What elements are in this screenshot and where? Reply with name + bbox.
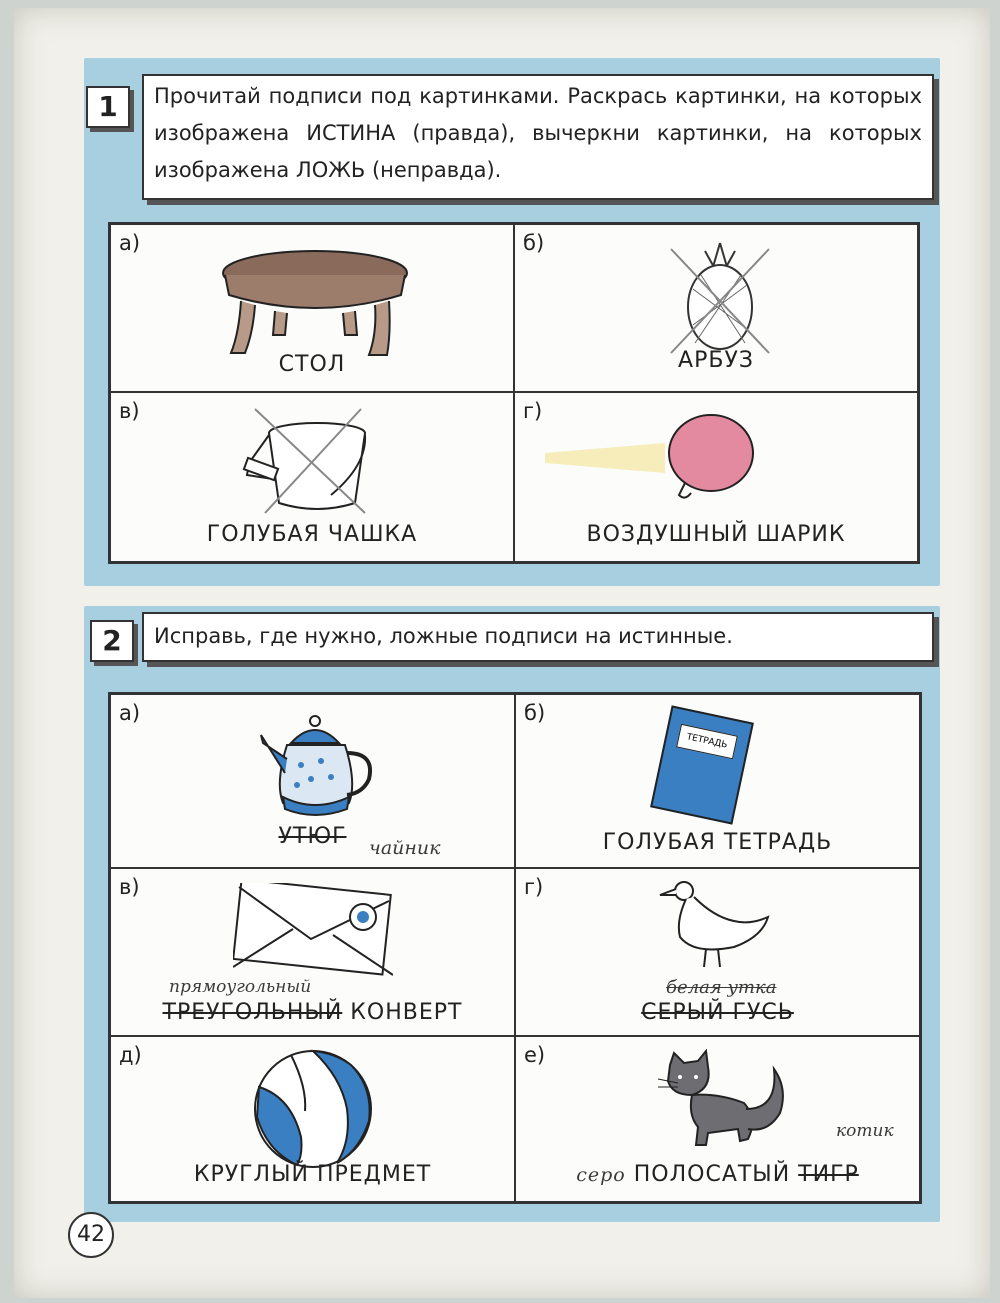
notebook-label: ТЕТРАДЬ (676, 724, 738, 760)
task2-instruction: Исправь, где нужно, ложные подписи на истинные. (142, 612, 934, 662)
task2-number: 2 (90, 620, 134, 662)
item-letter: е) (524, 1043, 546, 1067)
notebook-icon (650, 705, 754, 824)
item-letter: а) (119, 701, 141, 725)
handwritten-correction: прямоугольный (169, 977, 312, 997)
item-letter: б) (523, 231, 545, 255)
task2-cell-e[interactable] (515, 1036, 920, 1202)
item-caption: КРУГЛЫЙ ПРЕДМЕТ (193, 1162, 432, 1187)
item-caption: ГОЛУБАЯ ЧАШКА (206, 522, 418, 547)
page-number: 42 (68, 1212, 114, 1258)
pineapple-icon (665, 239, 775, 359)
table-icon (215, 243, 415, 363)
handwritten-correction: котик (836, 1121, 894, 1141)
task1-number: 1 (86, 86, 130, 128)
task2-cell-b[interactable] (515, 694, 920, 868)
task2-cell-v[interactable] (110, 868, 515, 1036)
task1-cell-a[interactable] (110, 224, 514, 392)
item-caption: СТОЛ (278, 352, 346, 377)
task2-grid (108, 692, 922, 1204)
item-caption: СЕРЫЙ ГУСЬ (641, 1000, 794, 1025)
item-letter: г) (524, 875, 544, 899)
item-letter: б) (524, 701, 546, 725)
item-letter: в) (119, 875, 140, 899)
task1-grid (108, 222, 920, 564)
bucket-icon (235, 405, 375, 517)
item-letter: а) (119, 231, 141, 255)
handwritten-correction: чайник (369, 837, 441, 859)
item-letter: в) (119, 399, 140, 423)
task2-cell-d[interactable] (110, 1036, 515, 1202)
balloon-icon (535, 413, 775, 513)
item-letter: д) (119, 1043, 142, 1067)
teapot-icon (257, 713, 377, 823)
task1-cell-b[interactable] (514, 224, 918, 392)
task2-cell-a[interactable] (110, 694, 515, 868)
item-letter: г) (523, 399, 543, 423)
ball-icon (251, 1047, 375, 1171)
item-caption: ВОЗДУШНЫЙ ШАРИК (586, 522, 846, 547)
task2-cell-g[interactable] (515, 868, 920, 1036)
task1-cell-v[interactable] (110, 392, 514, 562)
item-caption: серо ПОЛОСАТЫЙ ТИГР (576, 1162, 859, 1187)
task1-cell-g[interactable] (514, 392, 918, 562)
item-caption: АРБУЗ (678, 348, 754, 373)
envelope-icon (233, 883, 393, 983)
item-caption: ТРЕУГОЛЬНЫЙ КОНВЕРТ (162, 1000, 463, 1025)
task1-instruction: Прочитай подписи под картинками. Раскрась картинки, на которых изображена ИСТИНА (правда), вычеркни картинки, на которых изображена ЛОЖЬ (неправда). (142, 74, 934, 200)
item-caption: ГОЛУБАЯ ТЕТРАДЬ (602, 830, 833, 855)
goose-icon (654, 877, 774, 977)
cat-icon (648, 1049, 808, 1159)
item-caption: УТЮГ (278, 824, 347, 849)
handwritten-correction: белая утка (666, 977, 777, 998)
